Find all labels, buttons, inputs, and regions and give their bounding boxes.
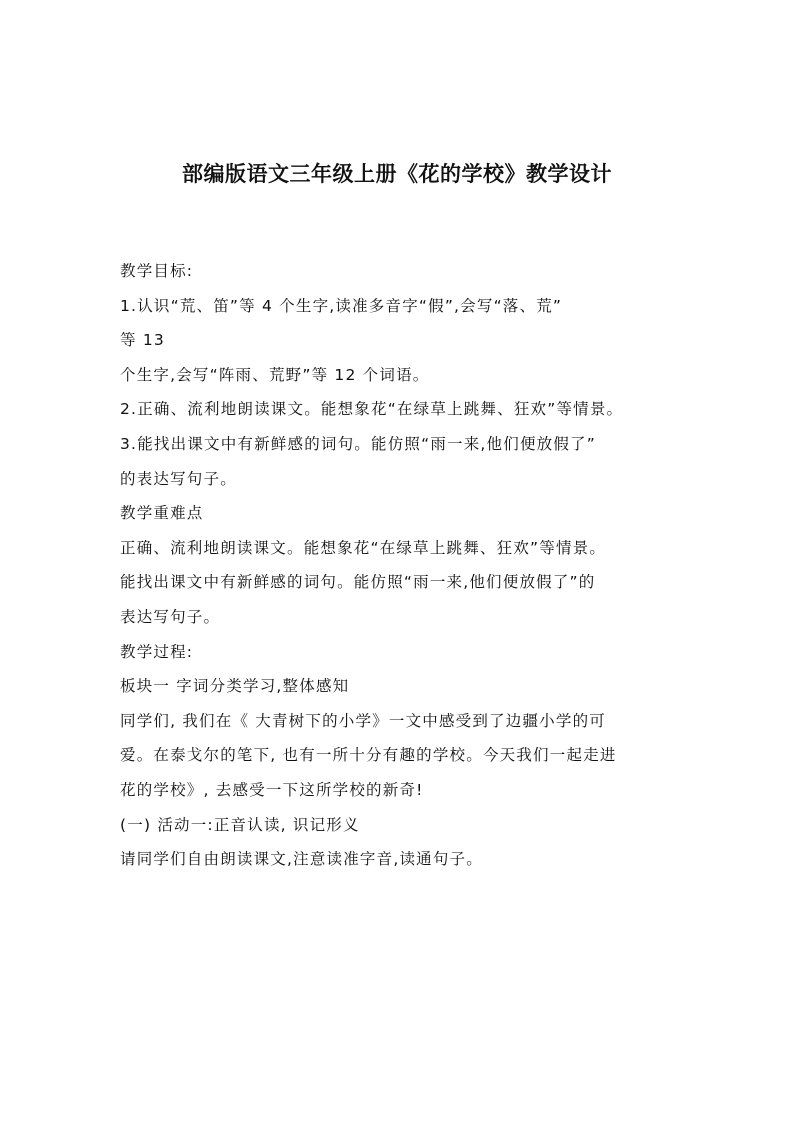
paragraph-line: 表达写句子。 (120, 607, 221, 626)
paragraph-line: 的表达写句子。 (120, 469, 237, 488)
paragraph-line: 2.正确、流利地朗读课文。能想象花“在绿草上跳舞、狂欢”等情景。 (120, 400, 624, 419)
paragraph-line: 爱。在泰戈尔的笔下, 也有一所十分有趣的学校。今天我们一起走进 (120, 746, 617, 765)
activity-heading-one: (一) 活动一:正音认读, 识记形义 (120, 815, 360, 834)
paragraph-line: 3.能找出课文中有新鲜感的词句。能仿照“雨一来,他们便放假了” (120, 434, 596, 453)
paragraph-line: 同学们, 我们在《 大青树下的小学》一文中感受到了边疆小学的可 (120, 711, 606, 730)
section-heading-key-points: 教学重难点 (120, 504, 204, 523)
paragraph-line: 正确、流利地朗读课文。能想象花“在绿草上跳舞、狂欢”等情景。 (120, 538, 607, 557)
paragraph-line: 个生字,会写“阵雨、荒野”等 12 个词语。 (120, 365, 430, 384)
document-body (120, 254, 680, 877)
section-heading-process: 教学过程: (120, 642, 194, 661)
paragraph-line: 等 13 (120, 331, 165, 350)
subsection-heading-block-one: 板块一 字词分类学习,整体感知 (120, 677, 350, 696)
paragraph-line: 能找出课文中有新鲜感的词句。能仿照“雨一来,他们便放假了”的 (120, 573, 596, 592)
paragraph-line: 1.认识“荒、笛”等 4 个生字,读准多音字“假”,会写“落、荒” (120, 296, 563, 315)
paragraph-line: 请同学们自由朗读课文,注意读准字音,读通句子。 (120, 850, 483, 869)
paragraph-line: 花的学校》, 去感受一下这所学校的新奇! (120, 780, 424, 799)
document-title: 部编版语文三年级上册《花的学校》教学设计 (182, 162, 612, 186)
section-heading-objectives: 教学目标: (120, 262, 194, 280)
